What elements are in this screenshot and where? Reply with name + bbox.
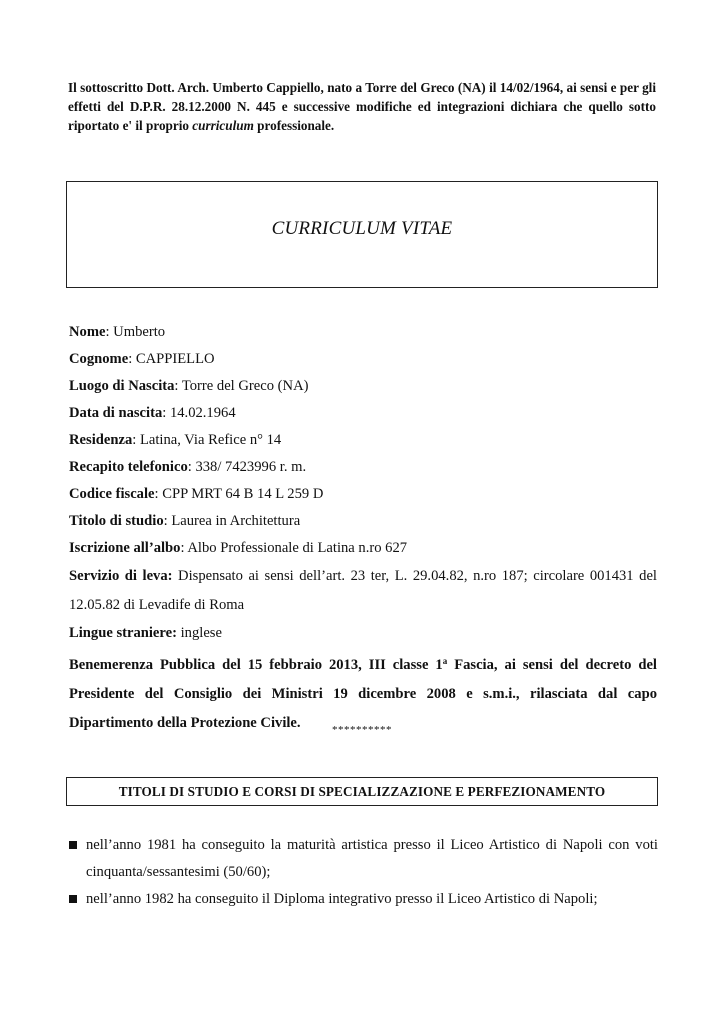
field-value: : 338/ 7423996 r. m. bbox=[187, 459, 307, 475]
field-label: Luogo di Nascita bbox=[69, 378, 175, 394]
field-titolo-studio bbox=[69, 508, 657, 535]
benemerenza-text: Benemerenza Pubblica del 15 febbraio 2013, III classe 1 bbox=[69, 657, 443, 673]
section-heading: TITOLI DI STUDIO E CORSI DI SPECIALIZZAZIONE E PERFEZIONAMENTO bbox=[118, 783, 606, 799]
list-item-text: nell’anno 1981 ha conseguito la maturità artistica presso il Liceo Artistico di Napoli con voti cinquanta/sessantesimi (50/60); bbox=[86, 837, 658, 880]
field-label: Nome bbox=[69, 324, 106, 340]
field-cognome bbox=[69, 346, 657, 373]
benemerenza-superscript: a bbox=[442, 656, 448, 666]
list-item-text: nell’anno 1982 ha conseguito il Diploma integrativo presso il Liceo Artistico di Napoli; bbox=[86, 891, 598, 907]
field-iscrizione-albo bbox=[69, 535, 657, 562]
square-bullet-icon bbox=[69, 841, 77, 849]
personal-data-section bbox=[69, 319, 657, 738]
cv-title: CURRICULUM VITAE bbox=[271, 218, 453, 239]
field-label: Codice fiscale bbox=[69, 486, 155, 502]
field-label: Cognome bbox=[69, 351, 129, 367]
field-label: Iscrizione all’albo bbox=[69, 540, 181, 556]
field-value: inglese bbox=[176, 625, 222, 641]
field-value: : CPP MRT 64 B 14 L 259 D bbox=[154, 486, 324, 502]
list-item bbox=[66, 832, 658, 886]
field-label: Titolo di studio bbox=[69, 513, 164, 529]
field-value: : 14.02.1964 bbox=[162, 405, 236, 421]
field-lingue bbox=[69, 620, 657, 647]
field-residenza bbox=[69, 427, 657, 454]
field-data-nascita bbox=[69, 400, 657, 427]
section-heading-box bbox=[66, 777, 658, 806]
field-value: : Laurea in Architettura bbox=[163, 513, 301, 529]
declaration-text: Il sottoscritto Dott. Arch. Umberto Cappiello, nato a Torre del Greco (NA) il 14/02/1964, ai sensi e per gli effetti del D.P.R. 28.12.2000 N. 445 e successive modifiche ed integrazioni dichiara che quello sotto riportato e' il proprio bbox=[68, 80, 656, 133]
field-nome bbox=[69, 319, 657, 346]
separator-stars: ********** bbox=[332, 724, 392, 736]
field-recapito bbox=[69, 454, 657, 481]
field-value: : Torre del Greco (NA) bbox=[174, 378, 309, 394]
field-value: : Umberto bbox=[105, 324, 166, 340]
declaration-italic-word: curriculum bbox=[192, 118, 254, 133]
field-value: : Albo Professionale di Latina n.ro 627 bbox=[180, 540, 408, 556]
field-label: Data di nascita bbox=[69, 405, 163, 421]
declaration-text-end: professionale. bbox=[253, 118, 335, 133]
field-label: Servizio di leva: bbox=[69, 568, 173, 584]
field-luogo-nascita bbox=[69, 373, 657, 400]
field-label: Recapito telefonico bbox=[69, 459, 188, 475]
field-codice-fiscale bbox=[69, 481, 657, 508]
field-value: : CAPPIELLO bbox=[128, 351, 215, 367]
cv-title-box bbox=[66, 181, 658, 288]
field-value: Dispensato ai sensi dell’art. 23 ter, L. 29.04.82, n.ro 187; circolare 001431 del 12.05.82 di Levadife di Roma bbox=[69, 568, 657, 613]
field-label: Residenza bbox=[69, 432, 133, 448]
field-label: Lingue straniere: bbox=[69, 625, 177, 641]
field-value: : Latina, Via Refice n° 14 bbox=[132, 432, 282, 448]
list-item bbox=[66, 886, 658, 913]
field-servizio-leva bbox=[69, 562, 657, 620]
benemerenza-text-end: Fascia, ai sensi del decreto del Presidente del Consiglio dei Ministri 19 dicembre 2008 e s.m.i., rilasciata dal capo Dipartimento della Protezione Civile. bbox=[69, 657, 657, 731]
square-bullet-icon bbox=[69, 895, 77, 903]
education-list bbox=[66, 832, 658, 913]
declaration-paragraph bbox=[68, 78, 656, 135]
